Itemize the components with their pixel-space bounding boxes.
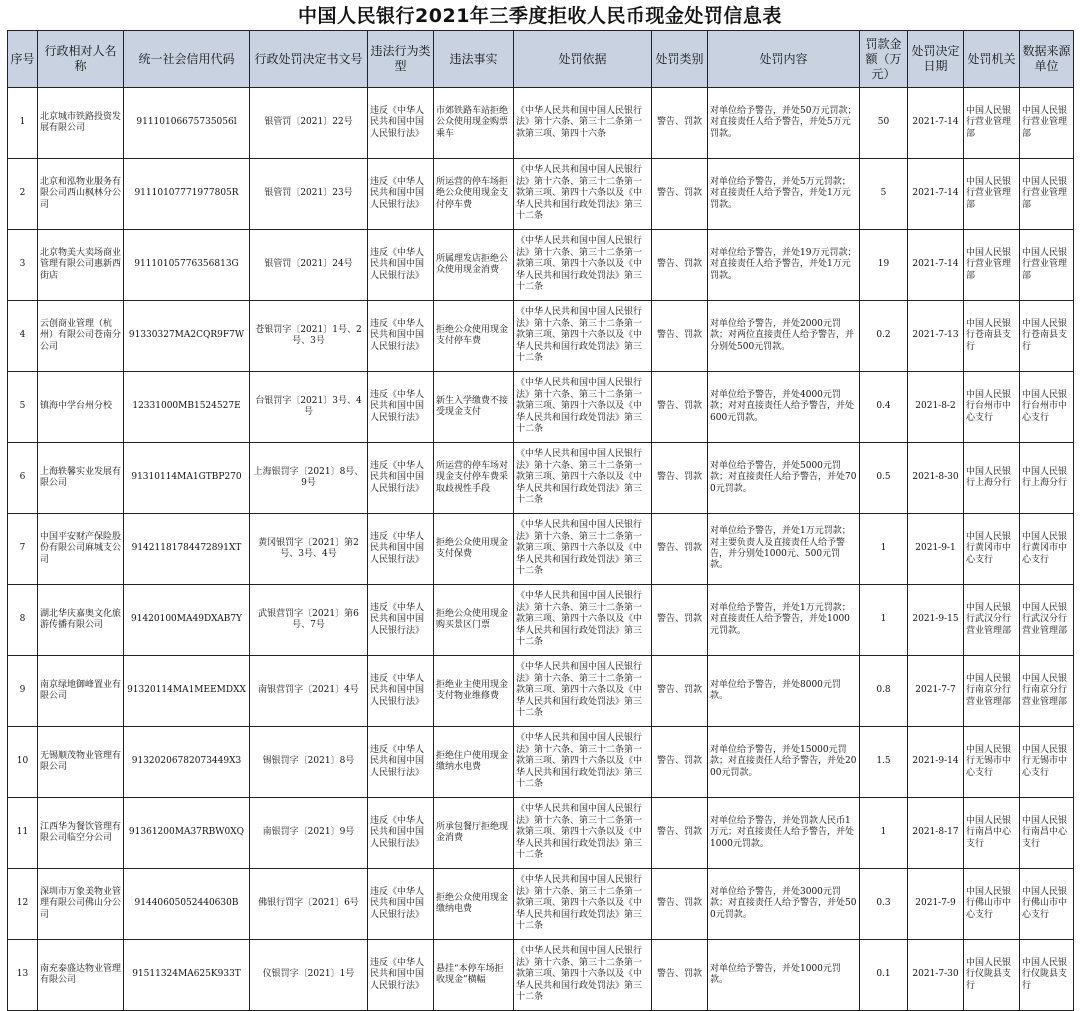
- cell-amount: 0.2: [860, 301, 908, 372]
- cell-doc: 银管罚〔2021〕24号: [250, 230, 368, 301]
- table-row: [8, 585, 1074, 656]
- cell-amount: 1: [860, 514, 908, 585]
- header-amount: 罚款金额（万元）: [860, 31, 908, 88]
- cell-name: 镇海中学台州分校: [38, 372, 124, 443]
- cell-basis: 《中华人民共和国中国人民银行法》第十六条、第三十二条第一款第三项、第四十六条以及《中华人民共和国行政处罚法》第三十二条: [514, 372, 652, 443]
- cell-content: 对单位给予警告，并处2000元罚款；对两位直接责任人给予警告，并分别处500元罚款。: [708, 301, 860, 372]
- cell-no: 12: [8, 869, 38, 940]
- cell-source: 中国人民银行台州市中心支行: [1020, 372, 1074, 443]
- cell-source: 中国人民银行苍南县支行: [1020, 301, 1074, 372]
- cell-authority: 中国人民银行苍南县支行: [964, 301, 1020, 372]
- cell-no: 13: [8, 940, 38, 1011]
- cell-authority: 中国人民银行营业管理部: [964, 88, 1020, 159]
- cell-fact: 拒绝公众使用现金支付停车费: [434, 301, 514, 372]
- table-row: [8, 940, 1074, 1011]
- cell-authority: 中国人民银行无锡市中心支行: [964, 727, 1020, 798]
- header-fact: 违法事实: [434, 31, 514, 88]
- cell-doc: 上海银罚字〔2021〕8号、9号: [250, 443, 368, 514]
- cell-type: 违反《中华人民共和国中国人民银行法》: [368, 159, 434, 230]
- cell-authority: 中国人民银行台州市中心支行: [964, 372, 1020, 443]
- cell-type: 违反《中华人民共和国中国人民银行法》: [368, 301, 434, 372]
- cell-source: 中国人民银行黄冈市中心支行: [1020, 514, 1074, 585]
- cell-content: 对单位给予警告，并处5000元罚款；对直接责任人给予警告，并处700元罚款。: [708, 443, 860, 514]
- cell-fact: 所运营的停车场对现金支付停车费采取歧视性手段: [434, 443, 514, 514]
- cell-basis: 《中华人民共和国中国人民银行法》第十六条、第三十二条第一款第三项、第四十六条以及《中华人民共和国行政处罚法》第三十二条: [514, 727, 652, 798]
- cell-doc: 银管罚〔2021〕23号: [250, 159, 368, 230]
- cell-content: 对单位给予警告，并处1万元罚款；对主要负责人及直接责任人给予警告，并分别处1000元、500元罚款。: [708, 514, 860, 585]
- table-row: [8, 230, 1074, 301]
- cell-category: 警告、罚款: [652, 656, 708, 727]
- cell-content: 对单位给予警告，并处罚款人民币1万元；对直接责任人给予警告，并处1000元罚款。: [708, 798, 860, 869]
- cell-basis: 《中华人民共和国中国人民银行法》第十六条、第三十二条第一款第三项、第四十六条以及《中华人民共和国行政处罚法》第三十二条: [514, 443, 652, 514]
- cell-content: 对单位给予警告，并处8000元罚款。: [708, 656, 860, 727]
- cell-fact: 所运营的停车场拒绝公众使用现金支付停车费: [434, 159, 514, 230]
- cell-no: 8: [8, 585, 38, 656]
- cell-content: 对单位给予警告，并处1000元罚款。: [708, 940, 860, 1011]
- table-row: [8, 159, 1074, 230]
- cell-amount: 1: [860, 585, 908, 656]
- cell-amount: 5: [860, 159, 908, 230]
- cell-name: 上海轶馨实业发展有限公司: [38, 443, 124, 514]
- cell-fact: 拒绝业主使用现金支付物业维修费: [434, 656, 514, 727]
- table-row: [8, 301, 1074, 372]
- cell-code: 91421181784472891XT: [124, 514, 250, 585]
- cell-doc: 南银营罚字〔2021〕4号: [250, 656, 368, 727]
- cell-fact: 拒绝公众使用现金缴纳电费: [434, 869, 514, 940]
- cell-category: 警告、罚款: [652, 585, 708, 656]
- cell-source: 中国人民银行无锡市中心支行: [1020, 727, 1074, 798]
- cell-fact: 新生入学缴费不接受现金支付: [434, 372, 514, 443]
- cell-source: 中国人民银行营业管理部: [1020, 88, 1074, 159]
- cell-category: 警告、罚款: [652, 798, 708, 869]
- cell-date: 2021-9-14: [908, 727, 964, 798]
- cell-name: 南充泰盛达物业管理有限公司: [38, 940, 124, 1011]
- cell-source: 中国人民银行南京分行营业管理部: [1020, 656, 1074, 727]
- cell-name: 云创商业管理（杭州）有限公司苍南分公司: [38, 301, 124, 372]
- cell-name: 深圳市万象美物业管理有限公司佛山分公司: [38, 869, 124, 940]
- header-name: 行政相对人名称: [38, 31, 124, 88]
- cell-type: 违反《中华人民共和国中国人民银行法》: [368, 585, 434, 656]
- cell-content: 对单位给予警告，并处4000元罚款；对对直接责任人给予警告，并处600元罚款。: [708, 372, 860, 443]
- cell-basis: 《中华人民共和国中国人民银行法》第十六条、第三十二条第一款第三项、第四十六条以及《中华人民共和国行政处罚法》第三十二条: [514, 798, 652, 869]
- table-row: [8, 869, 1074, 940]
- cell-doc: 佛银行罚字〔2021〕6号: [250, 869, 368, 940]
- cell-fact: 市郊铁路车站拒绝公众使用现金购票乘车: [434, 88, 514, 159]
- cell-category: 警告、罚款: [652, 869, 708, 940]
- header-authority: 处罚机关: [964, 31, 1020, 88]
- cell-amount: 50: [860, 88, 908, 159]
- penalty-table: [7, 30, 1074, 1011]
- header-type: 违法行为类型: [368, 31, 434, 88]
- cell-amount: 19: [860, 230, 908, 301]
- cell-authority: 中国人民银行营业管理部: [964, 159, 1020, 230]
- cell-basis: 《中华人民共和国中国人民银行法》第十六条、第三十二条第一款第三项、第四十六条以及《中华人民共和国行政处罚法》第三十二条: [514, 230, 652, 301]
- cell-doc: 台银罚字〔2021〕3号、4号: [250, 372, 368, 443]
- cell-code: 91320206782073449X3: [124, 727, 250, 798]
- cell-amount: 0.5: [860, 443, 908, 514]
- header-basis: 处罚依据: [514, 31, 652, 88]
- cell-category: 警告、罚款: [652, 727, 708, 798]
- cell-doc: 银管罚〔2021〕22号: [250, 88, 368, 159]
- cell-doc: 仪银罚字〔2021〕1号: [250, 940, 368, 1011]
- cell-name: 北京物美大卖场商业管理有限公司惠新西街店: [38, 230, 124, 301]
- cell-code: 91310114MA1GTBP270: [124, 443, 250, 514]
- cell-type: 违反《中华人民共和国中国人民银行法》: [368, 372, 434, 443]
- cell-no: 5: [8, 372, 38, 443]
- cell-type: 违反《中华人民共和国中国人民银行法》: [368, 727, 434, 798]
- cell-category: 警告、罚款: [652, 372, 708, 443]
- cell-source: 中国人民银行仪陇县支行: [1020, 940, 1074, 1011]
- cell-date: 2021-9-1: [908, 514, 964, 585]
- cell-name: 北京和泓物业服务有限公司西山枫林分公司: [38, 159, 124, 230]
- cell-amount: 0.1: [860, 940, 908, 1011]
- cell-code: 12331000MB1524527E: [124, 372, 250, 443]
- cell-date: 2021-7-13: [908, 301, 964, 372]
- page-title: 中国人民银行2021年三季度拒收人民币现金处罚信息表: [298, 5, 782, 27]
- cell-date: 2021-8-2: [908, 372, 964, 443]
- cell-no: 3: [8, 230, 38, 301]
- cell-basis: 《中华人民共和国中国人民银行法》第十六条、第三十二条第一款第三项、第四十六条以及《中华人民共和国行政处罚法》第三十二条: [514, 159, 652, 230]
- cell-code: 91110105776356813G: [124, 230, 250, 301]
- cell-category: 警告、罚款: [652, 514, 708, 585]
- cell-no: 11: [8, 798, 38, 869]
- cell-date: 2021-7-14: [908, 88, 964, 159]
- cell-code: 91420100MA49DXAB7Y: [124, 585, 250, 656]
- cell-amount: 0.4: [860, 372, 908, 443]
- cell-amount: 0.8: [860, 656, 908, 727]
- cell-authority: 中国人民银行南昌中心支行: [964, 798, 1020, 869]
- cell-date: 2021-9-15: [908, 585, 964, 656]
- header-source: 数据来源单位: [1020, 31, 1074, 88]
- cell-type: 违反《中华人民共和国中国人民银行法》: [368, 656, 434, 727]
- cell-content: 对单位给予警告，并处15000元罚款；对直接责任人给予警告，并处2000元罚款。: [708, 727, 860, 798]
- header-content: 处罚内容: [708, 31, 860, 88]
- cell-source: 中国人民银行上海分行: [1020, 443, 1074, 514]
- cell-code: 91320114MA1MEEMDXX: [124, 656, 250, 727]
- cell-type: 违反《中华人民共和国中国人民银行法》: [368, 798, 434, 869]
- cell-no: 7: [8, 514, 38, 585]
- cell-authority: 中国人民银行营业管理部: [964, 230, 1020, 301]
- cell-amount: 1: [860, 798, 908, 869]
- cell-authority: 中国人民银行武汉分行营业管理部: [964, 585, 1020, 656]
- cell-fact: 所承包餐厅拒绝现金消费: [434, 798, 514, 869]
- cell-name: 北京城市铁路投资发展有限公司: [38, 88, 124, 159]
- cell-date: 2021-8-17: [908, 798, 964, 869]
- cell-code: 91440605052440630B: [124, 869, 250, 940]
- cell-basis: 《中华人民共和国中国人民银行法》第十六条、第三十二条第一款第三项、第四十六条: [514, 88, 652, 159]
- table-row: [8, 514, 1074, 585]
- cell-name: 江西华为餐饮管理有限公司临空分公司: [38, 798, 124, 869]
- header-doc: 行政处罚决定书文号: [250, 31, 368, 88]
- cell-source: 中国人民银行南昌中心支行: [1020, 798, 1074, 869]
- cell-basis: 《中华人民共和国中国人民银行法》第十六条、第三十二条第一款第三项、第四十六条以及《中华人民共和国行政处罚法》第三十二条: [514, 514, 652, 585]
- cell-amount: 0.3: [860, 869, 908, 940]
- cell-content: 对单位给予警告，并处50万元罚款；对直接责任人给予警告，并处5万元罚款。: [708, 88, 860, 159]
- table-row: [8, 656, 1074, 727]
- cell-source: 中国人民银行营业管理部: [1020, 159, 1074, 230]
- cell-basis: 《中华人民共和国中国人民银行法》第十六条、第三十二条第一款第三项、第四十六条以及《中华人民共和国行政处罚法》第三十二条: [514, 585, 652, 656]
- table-row: [8, 372, 1074, 443]
- cell-no: 1: [8, 88, 38, 159]
- table-row: [8, 443, 1074, 514]
- cell-fact: 拒绝住户使用现金缴纳水电费: [434, 727, 514, 798]
- header-code: 统一社会信用代码: [124, 31, 250, 88]
- cell-date: 2021-7-7: [908, 656, 964, 727]
- cell-code: 91511324MA625K933T: [124, 940, 250, 1011]
- cell-type: 违反《中华人民共和国中国人民银行法》: [368, 514, 434, 585]
- cell-no: 2: [8, 159, 38, 230]
- cell-no: 10: [8, 727, 38, 798]
- cell-fact: 拒绝公众使用现金支付保费: [434, 514, 514, 585]
- cell-category: 警告、罚款: [652, 443, 708, 514]
- cell-type: 违反《中华人民共和国中国人民银行法》: [368, 940, 434, 1011]
- cell-source: 中国人民银行武汉分行营业管理部: [1020, 585, 1074, 656]
- cell-basis: 《中华人民共和国中国人民银行法》第十六条、第三十二条第一款第三项、第四十六条以及《中华人民共和国行政处罚法》第三十二条: [514, 869, 652, 940]
- cell-name: 中国平安财产保险股份有限公司麻城支公司: [38, 514, 124, 585]
- cell-amount: 1.5: [860, 727, 908, 798]
- header-category: 处罚类别: [652, 31, 708, 88]
- cell-content: 对单位给予警告，并处5万元罚款；对直接责任人给予警告，并处1万元罚款。: [708, 159, 860, 230]
- cell-doc: 南银罚字〔2021〕9号: [250, 798, 368, 869]
- cell-fact: 所属理发店拒绝公众使用现金消费: [434, 230, 514, 301]
- cell-fact: 拒绝公众使用现金购买景区门票: [434, 585, 514, 656]
- cell-authority: 中国人民银行仪陇县支行: [964, 940, 1020, 1011]
- cell-authority: 中国人民银行佛山市中心支行: [964, 869, 1020, 940]
- cell-content: 对单位给予警告，并处19万元罚款；对直接责任人给予警告，并处1万元罚款。: [708, 230, 860, 301]
- cell-fact: 悬挂“本停车场拒收现金”横幅: [434, 940, 514, 1011]
- cell-category: 警告、罚款: [652, 940, 708, 1011]
- cell-code: 91110107771977805R: [124, 159, 250, 230]
- cell-category: 警告、罚款: [652, 230, 708, 301]
- cell-content: 对单位给予警告，并处1万元罚款；对直接责任人给予警告，并处1000元罚款。: [708, 585, 860, 656]
- cell-code: 91110106675735056l: [124, 88, 250, 159]
- cell-content: 对单位给予警告，并处3000元罚款；对直接责任人给予警告，并处500元罚款。: [708, 869, 860, 940]
- cell-date: 2021-7-14: [908, 230, 964, 301]
- cell-date: 2021-7-14: [908, 159, 964, 230]
- cell-category: 警告、罚款: [652, 301, 708, 372]
- cell-type: 违反《中华人民共和国中国人民银行法》: [368, 88, 434, 159]
- cell-doc: 锡银罚字〔2021〕8号: [250, 727, 368, 798]
- cell-authority: 中国人民银行南京分行营业管理部: [964, 656, 1020, 727]
- cell-type: 违反《中华人民共和国中国人民银行法》: [368, 230, 434, 301]
- cell-type: 违反《中华人民共和国中国人民银行法》: [368, 443, 434, 514]
- cell-name: 南京绿地御峰置业有限公司: [38, 656, 124, 727]
- cell-date: 2021-7-30: [908, 940, 964, 1011]
- cell-authority: 中国人民银行上海分行: [964, 443, 1020, 514]
- cell-no: 9: [8, 656, 38, 727]
- cell-code: 91361200MA37RBW0XQ: [124, 798, 250, 869]
- cell-no: 6: [8, 443, 38, 514]
- cell-doc: 武银营罚字〔2021〕第6号、7号: [250, 585, 368, 656]
- table-row: [8, 727, 1074, 798]
- cell-basis: 《中华人民共和国中国人民银行法》第十六条、第三十二条第一款第三项、第四十六条以及《中华人民共和国行政处罚法》第三十二条: [514, 940, 652, 1011]
- cell-doc: 黄冈银罚字〔2021〕第2号、3号、4号: [250, 514, 368, 585]
- cell-name: 湖北华庆嘉奥文化旅游传播有限公司: [38, 585, 124, 656]
- header-no: 序号: [8, 31, 38, 88]
- cell-date: 2021-7-9: [908, 869, 964, 940]
- cell-basis: 《中华人民共和国中国人民银行法》第十六条、第三十二条第一款第三项、第四十六条以及《中华人民共和国行政处罚法》第三十二条: [514, 301, 652, 372]
- cell-authority: 中国人民银行黄冈市中心支行: [964, 514, 1020, 585]
- cell-code: 91330327MA2CQR9F7W: [124, 301, 250, 372]
- table-row: [8, 798, 1074, 869]
- cell-date: 2021-8-30: [908, 443, 964, 514]
- cell-doc: 苍银罚字〔2021〕1号、2号、3号: [250, 301, 368, 372]
- cell-source: 中国人民银行营业管理部: [1020, 230, 1074, 301]
- table-row: [8, 88, 1074, 159]
- cell-basis: 《中华人民共和国中国人民银行法》第十六条、第三十二条第一款第三项、第四十六条以及《中华人民共和国行政处罚法》第三十二条: [514, 656, 652, 727]
- cell-source: 中国人民银行佛山市中心支行: [1020, 869, 1074, 940]
- cell-category: 警告、罚款: [652, 159, 708, 230]
- cell-name: 无锡顺茂物业管理有限公司: [38, 727, 124, 798]
- cell-no: 4: [8, 301, 38, 372]
- cell-type: 违反《中华人民共和国中国人民银行法》: [368, 869, 434, 940]
- table-header-row: [8, 31, 1074, 88]
- header-date: 处罚决定日期: [908, 31, 964, 88]
- cell-category: 警告、罚款: [652, 88, 708, 159]
